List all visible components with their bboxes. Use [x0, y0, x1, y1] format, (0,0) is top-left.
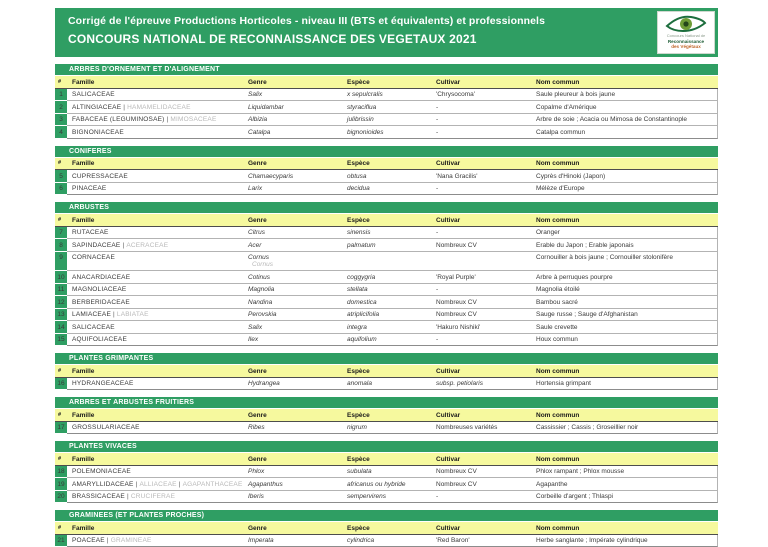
column-header: Famille: [67, 409, 243, 421]
column-header-num: #: [55, 76, 67, 88]
cell-cultivar: -: [431, 227, 531, 240]
cell-famille: [67, 491, 243, 504]
column-header: Espèce: [342, 76, 431, 88]
column-header: Nom commun: [531, 214, 718, 226]
cell-number: 5: [55, 170, 67, 183]
header-banner: [55, 8, 718, 57]
famille-name: ALTINGIACEAE: [72, 104, 121, 111]
cell-famille: [67, 252, 243, 272]
cell-genre: [243, 271, 342, 284]
cell-nom-commun: Saule crevette: [531, 321, 718, 334]
cell-nom-commun: Magnolia étoilé: [531, 284, 718, 297]
sections-container: [55, 64, 718, 547]
genre-name: Salix: [248, 91, 342, 98]
table-row: [55, 252, 718, 272]
cell-cultivar: -: [431, 114, 531, 127]
famille-name: BIGNONIACEAE: [72, 129, 124, 136]
column-header-num: #: [55, 365, 67, 377]
logo-text-line2: Reconnaissance: [668, 39, 704, 44]
famille-name: ALLIACEAE: [139, 481, 176, 488]
section-title: CONIFERES: [55, 146, 718, 157]
cell-genre: [243, 378, 342, 391]
column-header: Genre: [243, 214, 342, 226]
cell-espece: julibrissin: [342, 114, 431, 127]
famille-name: HYDRANGEACEAE: [72, 380, 133, 387]
cell-nom-commun: Arbre à perruques pourpre: [531, 271, 718, 284]
cell-nom-commun: Herbe sanglante ; Impérate cylindrique: [531, 535, 718, 547]
cell-number: 12: [55, 296, 67, 309]
cell-cultivar: -: [431, 284, 531, 297]
cell-famille: [67, 239, 243, 252]
cell-cultivar: -: [431, 101, 531, 114]
separator: |: [111, 311, 117, 318]
cell-famille: [67, 296, 243, 309]
cell-number: 4: [55, 126, 67, 139]
cell-genre: [243, 252, 342, 272]
famille-name: CRUCIFERAE: [131, 493, 175, 500]
cell-genre: [243, 89, 342, 102]
cell-genre: [243, 284, 342, 297]
cell-espece: nigrum: [342, 422, 431, 435]
table-row: [55, 239, 718, 252]
genre-name: Nandina: [248, 299, 342, 306]
cell-genre: [243, 101, 342, 114]
cell-espece: sempervirens: [342, 491, 431, 504]
document-title: CONCOURS NATIONAL DE RECONNAISSANCE DES VEGETAUX 2021: [68, 32, 648, 46]
column-header-num: #: [55, 409, 67, 421]
famille-name: FABACEAE (LEGUMINOSAE): [72, 116, 165, 123]
famille-name: BERBERIDACEAE: [72, 299, 130, 306]
table-row: [55, 227, 718, 240]
genre-name: Albizia: [248, 116, 342, 123]
genre-name: Acer: [248, 242, 342, 249]
section: [55, 441, 718, 503]
genre-name: Imperata: [248, 537, 342, 544]
famille-name: POLEMONIACEAE: [72, 468, 131, 475]
section-title: ARBRES D'ORNEMENT ET D'ALIGNEMENT: [55, 64, 718, 75]
genre-name: Agapanthus: [248, 481, 342, 488]
column-header: Nom commun: [531, 76, 718, 88]
column-header: Famille: [67, 214, 243, 226]
column-header: Famille: [67, 76, 243, 88]
cell-genre: [243, 422, 342, 435]
cell-cultivar: -: [431, 126, 531, 139]
cell-cultivar: Nombreux CV: [431, 466, 531, 479]
cell-number: 15: [55, 334, 67, 347]
table-row: [55, 170, 718, 183]
table-row: [55, 309, 718, 322]
cell-cultivar: 'Red Baron': [431, 535, 531, 547]
famille-name: LAMIACEAE: [72, 311, 111, 318]
column-header: Cultivar: [431, 409, 531, 421]
cell-famille: [67, 478, 243, 491]
table-row: [55, 126, 718, 139]
column-header: Genre: [243, 76, 342, 88]
cell-nom-commun: Phlox rampant ; Phlox mousse: [531, 466, 718, 479]
famille-name: SALICACEAE: [72, 324, 115, 331]
cell-genre: [243, 170, 342, 183]
separator: |: [121, 104, 127, 111]
cell-espece: cylindrica: [342, 535, 431, 547]
cell-espece: bignonioides: [342, 126, 431, 139]
separator: |: [177, 481, 183, 488]
cell-famille: [67, 321, 243, 334]
genre-name: Cotinus: [248, 274, 342, 281]
cell-nom-commun: Oranger: [531, 227, 718, 240]
cell-nom-commun: Cassissier ; Cassis ; Groseillier noir: [531, 422, 718, 435]
separator: |: [134, 481, 140, 488]
cell-number: 3: [55, 114, 67, 127]
separator: |: [125, 493, 131, 500]
cell-nom-commun: Hortensia grimpant: [531, 378, 718, 391]
cell-nom-commun: Copalme d'Amérique: [531, 101, 718, 114]
cell-genre: [243, 296, 342, 309]
column-header: Espèce: [342, 158, 431, 170]
cell-cultivar: -: [431, 183, 531, 196]
column-header: Espèce: [342, 453, 431, 465]
cell-espece: x sepulcralis: [342, 89, 431, 102]
famille-name: GRAMINEAE: [111, 537, 152, 544]
column-header: Espèce: [342, 522, 431, 534]
cell-cultivar: [431, 252, 531, 272]
cell-cultivar: Nombreux CV: [431, 478, 531, 491]
famille-name: MAGNOLIACEAE: [72, 286, 126, 293]
logo-text-line1: Concours National de: [667, 34, 705, 39]
column-header: Genre: [243, 409, 342, 421]
table-row: [55, 491, 718, 504]
cell-nom-commun: Houx commun: [531, 334, 718, 347]
cell-famille: [67, 466, 243, 479]
cell-number: 11: [55, 284, 67, 297]
cell-nom-commun: Catalpa commun: [531, 126, 718, 139]
famille-name: POACEAE: [72, 537, 105, 544]
column-header: Cultivar: [431, 365, 531, 377]
contest-logo: [657, 11, 715, 54]
table-row: [55, 378, 718, 391]
cell-number: 21: [55, 535, 67, 547]
table-header-row: [55, 365, 718, 378]
cell-number: 1: [55, 89, 67, 102]
cell-famille: [67, 422, 243, 435]
cell-genre: [243, 491, 342, 504]
column-header: Genre: [243, 158, 342, 170]
column-header: Nom commun: [531, 365, 718, 377]
cell-genre: [243, 183, 342, 196]
cell-nom-commun: Bambou sacré: [531, 296, 718, 309]
famille-name: ACERACEAE: [126, 242, 168, 249]
table-row: [55, 478, 718, 491]
cell-famille: [67, 114, 243, 127]
table-row: [55, 535, 718, 547]
genre-name: Larix: [248, 185, 342, 192]
cell-espece: integra: [342, 321, 431, 334]
cell-number: 9: [55, 252, 67, 272]
cell-cultivar: -: [431, 491, 531, 504]
cell-number: 2: [55, 101, 67, 114]
cell-famille: [67, 101, 243, 114]
cell-nom-commun: Erable du Japon ; Erable japonais: [531, 239, 718, 252]
cell-famille: [67, 227, 243, 240]
cell-cultivar: subsp. petiolaris: [431, 378, 531, 391]
cell-genre: [243, 114, 342, 127]
column-header: Cultivar: [431, 214, 531, 226]
table-row: [55, 89, 718, 102]
section-title: PLANTES GRIMPANTES: [55, 353, 718, 364]
column-header: Espèce: [342, 365, 431, 377]
column-header: Nom commun: [531, 522, 718, 534]
cell-number: 18: [55, 466, 67, 479]
table-row: [55, 101, 718, 114]
cell-cultivar: 'Hakuro Nishiki': [431, 321, 531, 334]
cell-number: 7: [55, 227, 67, 240]
cell-espece: palmatum: [342, 239, 431, 252]
separator: |: [105, 537, 111, 544]
section: [55, 64, 718, 139]
column-header: Nom commun: [531, 453, 718, 465]
famille-name: SALICACEAE: [72, 91, 115, 98]
table-row: [55, 114, 718, 127]
cell-espece: sinensis: [342, 227, 431, 240]
table-header-row: [55, 76, 718, 89]
table-row: [55, 422, 718, 435]
cell-famille: [67, 378, 243, 391]
cell-number: 6: [55, 183, 67, 196]
cell-famille: [67, 535, 243, 547]
column-header: Famille: [67, 453, 243, 465]
cell-espece: [342, 252, 431, 272]
column-header: Genre: [243, 365, 342, 377]
separator: |: [120, 242, 126, 249]
cell-genre: [243, 535, 342, 547]
column-header: Cultivar: [431, 76, 531, 88]
table-row: [55, 183, 718, 196]
cell-espece: styraciflua: [342, 101, 431, 114]
genre-name: Phlox: [248, 468, 342, 475]
cell-genre: [243, 239, 342, 252]
section-title: GRAMINEES (ET PLANTES PROCHES): [55, 510, 718, 521]
famille-name: CORNACEAE: [72, 254, 115, 261]
cell-cultivar: -: [431, 334, 531, 347]
table-row: [55, 321, 718, 334]
cell-famille: [67, 284, 243, 297]
cell-espece: subulata: [342, 466, 431, 479]
genre-name: Iberis: [248, 493, 342, 500]
section-title: PLANTES VIVACES: [55, 441, 718, 452]
famille-name: AMARYLLIDACEAE: [72, 481, 134, 488]
cell-famille: [67, 170, 243, 183]
cell-genre: [243, 478, 342, 491]
cell-famille: [67, 126, 243, 139]
cell-cultivar: Nombreux CV: [431, 309, 531, 322]
document: [55, 8, 718, 547]
section: [55, 397, 718, 434]
genre-name: Liquidambar: [248, 104, 342, 111]
column-header: Famille: [67, 158, 243, 170]
section-title: ARBRES ET ARBUSTES FRUITIERS: [55, 397, 718, 408]
table-row: [55, 334, 718, 347]
cell-espece: obtusa: [342, 170, 431, 183]
eye-leaf-icon: [665, 14, 707, 34]
famille-name: GROSSULARIACEAE: [72, 424, 140, 431]
cell-number: 16: [55, 378, 67, 391]
cell-espece: anomala: [342, 378, 431, 391]
genre-name: Ribes: [248, 424, 342, 431]
famille-name: CUPRESSACEAE: [72, 173, 128, 180]
cell-espece: decidua: [342, 183, 431, 196]
cell-cultivar: Nombreuses variétés: [431, 422, 531, 435]
column-header: Cultivar: [431, 453, 531, 465]
section-title: ARBUSTES: [55, 202, 718, 213]
famille-name: BRASSICACEAE: [72, 493, 125, 500]
cell-espece: atriplicifolia: [342, 309, 431, 322]
famille-name: AQUIFOLIACEAE: [72, 336, 127, 343]
column-header-num: #: [55, 158, 67, 170]
cell-espece: stellata: [342, 284, 431, 297]
table-header-row: [55, 522, 718, 535]
cell-espece: domestica: [342, 296, 431, 309]
cell-genre: [243, 334, 342, 347]
column-header: Genre: [243, 522, 342, 534]
table-row: [55, 296, 718, 309]
cell-number: 8: [55, 239, 67, 252]
genre-name: Citrus: [248, 229, 342, 236]
column-header: Famille: [67, 365, 243, 377]
column-header-num: #: [55, 453, 67, 465]
cell-cultivar: 'Nana Gracilis': [431, 170, 531, 183]
cell-famille: [67, 183, 243, 196]
famille-name: HAMAMELIDACEAE: [127, 104, 190, 111]
cell-genre: [243, 126, 342, 139]
cell-genre: [243, 321, 342, 334]
column-header: Nom commun: [531, 409, 718, 421]
table-header-row: [55, 409, 718, 422]
genre-name: Perovskia: [248, 311, 342, 318]
column-header: Genre: [243, 453, 342, 465]
cell-nom-commun: Mélèze d'Europe: [531, 183, 718, 196]
cell-cultivar: 'Chrysocoma': [431, 89, 531, 102]
cell-nom-commun: Corbeille d'argent ; Thlaspi: [531, 491, 718, 504]
genre-name: Magnolia: [248, 286, 342, 293]
cell-espece: aquifolium: [342, 334, 431, 347]
genre-name: Cornus: [248, 261, 342, 268]
table-header-row: [55, 158, 718, 171]
cell-nom-commun: Cornouiller à bois jaune ; Cornouiller stolonifère: [531, 252, 718, 272]
section: [55, 353, 718, 390]
cell-cultivar: Nombreux CV: [431, 296, 531, 309]
famille-name: RUTACEAE: [72, 229, 109, 236]
famille-name: ANACARDIACEAE: [72, 274, 130, 281]
cell-nom-commun: Saule pleureur à bois jaune: [531, 89, 718, 102]
famille-name: SAPINDACEAE: [72, 242, 120, 249]
cell-nom-commun: Arbre de soie ; Acacia ou Mimosa de Constantinople: [531, 114, 718, 127]
table-row: [55, 466, 718, 479]
cell-espece: coggygria: [342, 271, 431, 284]
genre-name: Ilex: [248, 336, 342, 343]
cell-famille: [67, 89, 243, 102]
famille-name: PINACEAE: [72, 185, 106, 192]
famille-name: MIMOSACEAE: [170, 116, 216, 123]
cell-number: 17: [55, 422, 67, 435]
cell-famille: [67, 309, 243, 322]
cell-nom-commun: Agapanthe: [531, 478, 718, 491]
cell-genre: [243, 309, 342, 322]
section: [55, 202, 718, 346]
section: [55, 510, 718, 547]
cell-famille: [67, 271, 243, 284]
cell-number: 19: [55, 478, 67, 491]
genre-name: Salix: [248, 324, 342, 331]
table-row: [55, 284, 718, 297]
cell-number: 10: [55, 271, 67, 284]
column-header: Cultivar: [431, 522, 531, 534]
logo-text-line3: des Végétaux: [671, 44, 701, 49]
cell-espece: africanus ou hybride: [342, 478, 431, 491]
cell-genre: [243, 466, 342, 479]
cell-number: 14: [55, 321, 67, 334]
genre-name: Cornus: [248, 254, 342, 261]
table-row: [55, 271, 718, 284]
column-header: Espèce: [342, 214, 431, 226]
column-header-num: #: [55, 214, 67, 226]
separator: |: [165, 116, 171, 123]
cell-cultivar: 'Royal Purple': [431, 271, 531, 284]
famille-name: LABIATAE: [117, 311, 149, 318]
column-header: Espèce: [342, 409, 431, 421]
column-header-num: #: [55, 522, 67, 534]
genre-name: Hydrangea: [248, 380, 342, 387]
cell-cultivar: Nombreux CV: [431, 239, 531, 252]
cell-number: 13: [55, 309, 67, 322]
famille-name: AGAPANTHACEAE: [183, 481, 243, 488]
cell-genre: [243, 227, 342, 240]
document-subtitle: Corrigé de l'épreuve Productions Horticoles - niveau III (BTS et équivalents) et professionnels: [68, 15, 648, 27]
genre-name: Chamaecyparis: [248, 173, 342, 180]
cell-famille: [67, 334, 243, 347]
table-header-row: [55, 453, 718, 466]
cell-nom-commun: Cyprès d'Hinoki (Japon): [531, 170, 718, 183]
column-header: Nom commun: [531, 158, 718, 170]
column-header: Cultivar: [431, 158, 531, 170]
genre-name: Catalpa: [248, 129, 342, 136]
cell-number: 20: [55, 491, 67, 504]
table-header-row: [55, 214, 718, 227]
cell-nom-commun: Sauge russe ; Sauge d'Afghanistan: [531, 309, 718, 322]
section: [55, 146, 718, 196]
column-header: Famille: [67, 522, 243, 534]
